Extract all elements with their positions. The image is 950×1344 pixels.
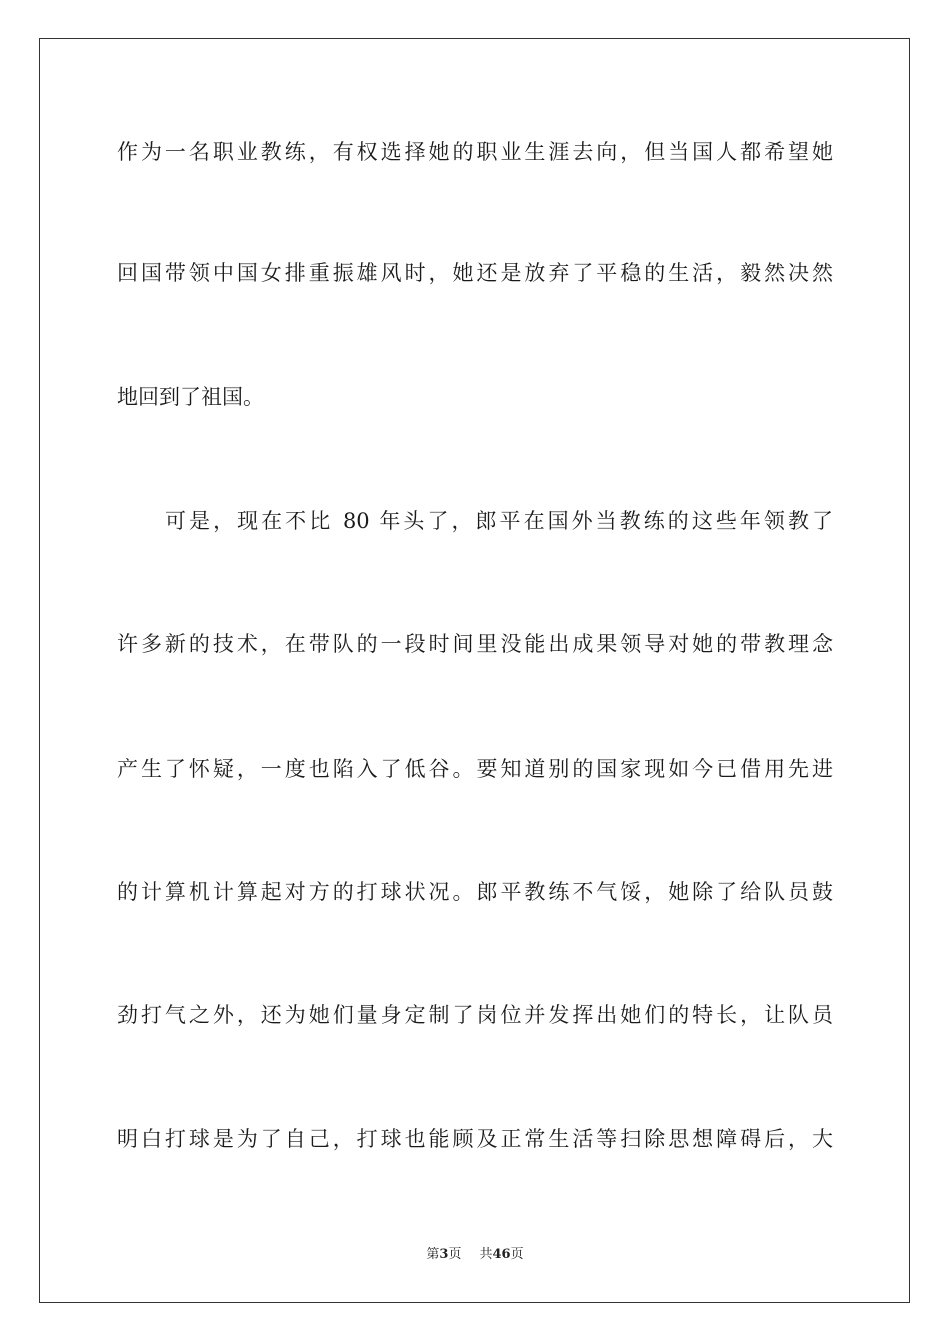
paragraph-line-3: 地回到了祖国。 bbox=[117, 385, 264, 409]
page-current: 3 bbox=[439, 1247, 449, 1262]
paragraph-line-6: 产生了怀疑，一度也陷入了低谷。要知道别的国家现如今已借用先进 bbox=[117, 757, 833, 781]
paragraph-line-9: 明白打球是为了自己，打球也能顾及正常生活等扫除思想障碍后，大 bbox=[117, 1127, 833, 1151]
page-footer bbox=[0, 1246, 950, 1264]
page-prefix: 第 bbox=[426, 1247, 440, 1262]
total-suffix: 页 bbox=[510, 1247, 524, 1262]
paragraph-line-4: 可是，现在不比 80 年头了，郎平在国外当教练的这些年领教了 bbox=[165, 509, 833, 533]
page-total: 46 bbox=[492, 1247, 511, 1262]
paragraph-line-1: 作为一名职业教练，有权选择她的职业生涯去向，但当国人都希望她 bbox=[117, 140, 833, 164]
page-border bbox=[39, 38, 910, 1303]
paragraph-line-5: 许多新的技术，在带队的一段时间里没能出成果领导对她的带教理念 bbox=[117, 632, 833, 656]
paragraph-line-2: 回国带领中国女排重振雄风时，她还是放弃了平稳的生活，毅然决然 bbox=[117, 261, 833, 285]
total-prefix: 共 bbox=[479, 1247, 493, 1262]
paragraph-line-7: 的计算机计算起对方的打球状况。郎平教练不气馁，她除了给队员鼓 bbox=[117, 880, 833, 904]
paragraph-line-8: 劲打气之外，还为她们量身定制了岗位并发挥出她们的特长，让队员 bbox=[117, 1003, 833, 1027]
page-suffix: 页 bbox=[448, 1247, 462, 1262]
